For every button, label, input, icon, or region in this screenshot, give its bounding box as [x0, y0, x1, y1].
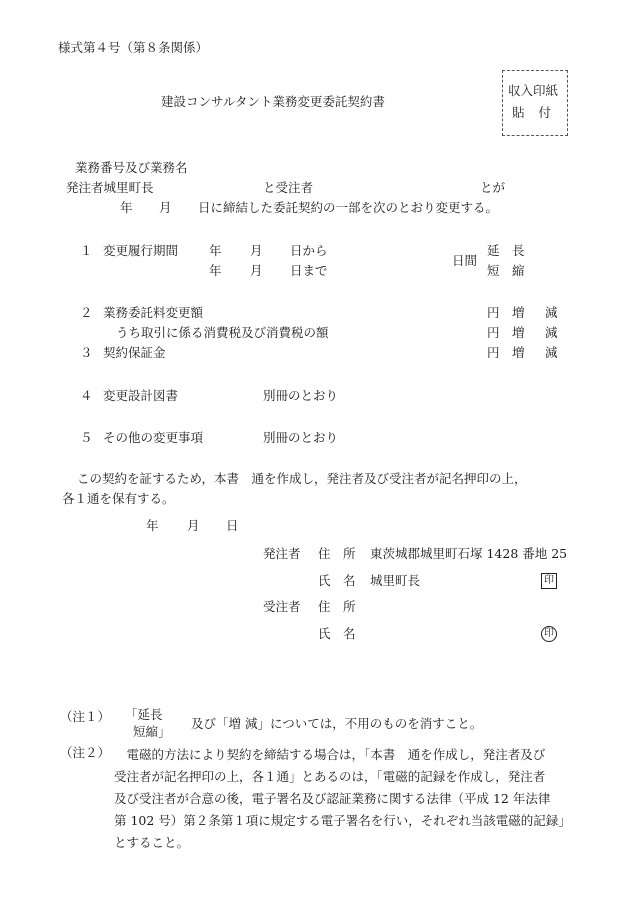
item1-extend: 延 長	[487, 243, 525, 258]
contractor-text: と受注者	[263, 180, 314, 195]
item2b-label: うち取引に係る消費税及び消費税の額	[116, 325, 329, 340]
orderer-address-label: 住 所	[318, 546, 356, 561]
sign-month: 月	[187, 518, 200, 533]
note2-line: 受注者が記名押印の上，各１通」とあるのは，「電磁的記録を作成し，発注者	[114, 769, 546, 784]
contractor-address-label: 住 所	[318, 599, 356, 614]
form-id: 様式第４号（第８条関係）	[58, 40, 209, 55]
item4-label: 変更設計図書	[103, 388, 179, 403]
intro-month: 月	[159, 200, 172, 215]
revenue-stamp-box	[502, 70, 568, 136]
item3-yen: 円	[487, 345, 500, 360]
item1-row2-year: 年	[209, 263, 222, 278]
note2-line: 第 102 号）第２条第１項に規定する電子署名を行い，それぞれ当該電磁的記録」	[114, 813, 571, 828]
item5-number: ５	[80, 430, 93, 445]
item1-row2-month: 月	[250, 263, 263, 278]
sign-year: 年	[146, 518, 159, 533]
and-text: とが	[480, 180, 506, 195]
note1-quote2: 短縮」	[133, 724, 171, 739]
item3-number: ３	[80, 345, 93, 360]
intro-year: 年	[120, 200, 133, 215]
item1-shorten: 短 縮	[487, 263, 525, 278]
contractor-name-label: 氏 名	[318, 626, 356, 641]
note1-quote1: 「延長	[125, 707, 163, 722]
item5-value: 別冊のとおり	[263, 430, 339, 445]
item5-label: その他の変更事項	[103, 430, 204, 445]
item2-change: 増 減	[512, 305, 562, 320]
orderer-address: 東茨城郡城里町石塚 1428 番地 25	[370, 546, 568, 561]
note2-body	[114, 744, 571, 854]
closing-line2: 各１通を保有する。	[62, 491, 175, 506]
item2-yen: 円	[487, 305, 500, 320]
item1-number: １	[80, 243, 93, 258]
note2-label: （注２）	[60, 745, 111, 760]
item1-row1-day: 日から	[290, 243, 328, 258]
item2-label: 業務委託料変更額	[103, 305, 204, 320]
item3-change: 増 減	[512, 345, 562, 360]
seal-circle-icon: 印	[541, 626, 557, 642]
orderer-name: 城里町長	[370, 573, 421, 588]
note2-line: 電磁的方法により契約を締結する場合は，「本書 通を作成し，発注者及び	[114, 747, 546, 762]
item1-days: 日間	[452, 253, 478, 268]
contractor-role: 受注者	[263, 599, 301, 614]
business-number-label: 業務番号及び業務名	[75, 160, 188, 175]
note2-line: とすること。	[114, 835, 190, 850]
orderer-role: 発注者	[263, 546, 301, 561]
stamp-label: 収入印紙	[508, 83, 559, 98]
item4-number: ４	[80, 388, 93, 403]
item1-row2-day: 日まで	[290, 263, 328, 278]
item2-number: ２	[80, 305, 93, 320]
orderer-name-label: 氏 名	[318, 573, 356, 588]
seal-square-icon: 印	[541, 573, 557, 589]
note2-line: 及び受注者が合意の後，電子署名及び認証業務に関する法律（平成 12 年法律	[114, 791, 551, 806]
document-title: 建設コンサルタント業務変更委託契約書	[161, 94, 385, 109]
note1-text: 及び「増 減」については，不用のものを消すこと。	[191, 716, 483, 731]
item2b-yen: 円	[487, 325, 500, 340]
sign-day: 日	[226, 518, 239, 533]
item3-label: 契約保証金	[103, 345, 166, 360]
stamp-paste-label: 貼付	[512, 105, 566, 120]
item2b-change: 増 減	[512, 325, 562, 340]
intro-rest: 日に締結した委託契約の一部を次のとおり変更する。	[198, 200, 499, 215]
item1-row1-month: 月	[250, 243, 263, 258]
closing-line1: この契約を証するため，本書 通を作成し，発注者及び受注者が記名押印の上，	[77, 471, 527, 486]
item1-label: 変更履行期間	[103, 243, 179, 258]
orderer-text: 発注者城里町長	[66, 180, 154, 195]
item1-row1-year: 年	[209, 243, 222, 258]
item4-value: 別冊のとおり	[263, 388, 339, 403]
note1-label: （注１）	[60, 709, 111, 724]
